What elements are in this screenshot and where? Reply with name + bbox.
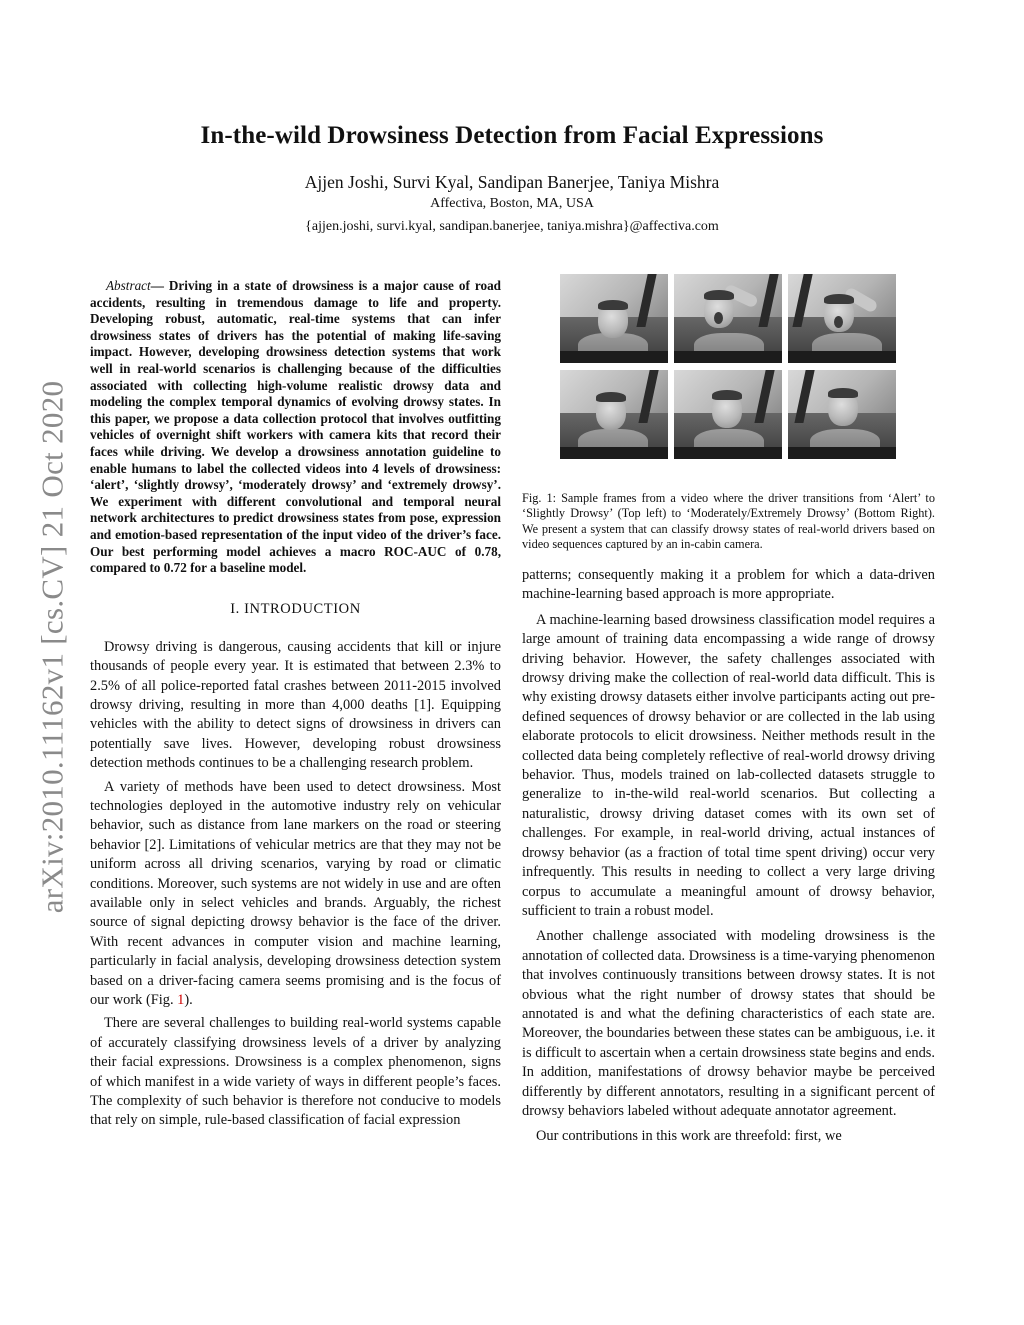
- intro-paragraph-1: Drowsy driving is dangerous, causing accidents that kill or injure thousands of people every year. It is estimated that between 2.3% to 2.5% of all police-reported fatal crashes between 2011-2015 involved drowsy driving, resulting in more than 4,000 deaths [1]. Equipping vehicles with the ability to detect signs of drowsiness in drivers can potentially save lives. However, developing robust drowsiness detection methods continues to be a challenging research problem.: [90, 638, 501, 772]
- right-paragraph-0: patterns; consequently making it a problem for which a data-driven machine-learning based approach is more appropriate.: [522, 567, 935, 603]
- arxiv-id: arXiv:2010.11162v1 [cs.CV] 21 Oct 2020: [34, 380, 69, 914]
- abstract-label: Abstract: [106, 278, 151, 293]
- arxiv-stamp: [32, 352, 72, 942]
- author-list: Ajjen Joshi, Survi Kyal, Sandipan Banerjee, Taniya Mishra: [304, 172, 720, 192]
- intro-paragraph-2: [90, 778, 501, 1011]
- right-paragraph-2: Another challenge associated with modeling drowsiness is the annotation of collected data. Drowsiness is a time-varying phenomenon that involves continuously transitions between drowsy states. It is not obvious what the right number of drowsy states that should be annotated is and what the defining characteristics of each state are. Moreover, the boundaries between these states can be ambiguous, i.e. it is difficult to ascertain when a certain drowsiness state begins and ends. In addition, manifestations of drowsy behavior maybe be perceived differently by different annotators, resulting in a significant percent of drowsy behaviors labeled without adequate annotator agreement.: [522, 928, 935, 1119]
- right-paragraph-3: Our contributions in this work are threefold: first, we: [536, 1128, 842, 1145]
- section-heading-introduction: I. INTRODUCTION: [230, 600, 361, 617]
- video-frame-2: [674, 274, 782, 363]
- figure-reference-link[interactable]: 1: [177, 992, 185, 1008]
- email-list: {ajjen.joshi, survi.kyal, sandipan.banerjee, taniya.mishra}@affectiva.com: [305, 219, 719, 234]
- abstract-dash: —: [150, 278, 164, 293]
- affiliation: Affectiva, Boston, MA, USA: [430, 196, 594, 211]
- video-frame-5: [674, 370, 782, 459]
- intro-paragraph-2-text: A variety of methods have been used to detect drowsiness. Most technologies deployed in the automotive industry rely on vehicular behavior, such as distance from lane markers on the road or steering behavior [2]. Limitations of vehicular metrics are that they may not be uniform across all driving scenarios, varying by road or climatic conditions. Moreover, such systems are not widely in use and are often available only in select vehicles and brands. Arguably, the richest source of signal depicting drowsy behavior is the face of the driver. With recent advances in computer vision and machine learning, particularly in facial analysis, developing drowsiness detection system based on a driver-facing camera seems promising and is the focus of our work (Fig.: [90, 778, 501, 1008]
- paper-title: In-the-wild Drowsiness Detection from Facial Expressions: [200, 122, 824, 149]
- figure-1-caption: Fig. 1: Sample frames from a video where the driver transitions from ‘Alert’ to ‘Slightly Drowsy’ (Top left) to ‘Moderately/Extremely Drowsy’ (Bottom Right). We present a system that can classify drowsy states of real-world drivers based on video sequences captured by an in-cabin camera.: [522, 491, 935, 552]
- video-frame-3: [788, 274, 896, 363]
- intro-paragraph-3: There are several challenges to building real-world systems capable of accurately classifying drowsiness levels of a driver by analyzing their facial expressions. Drowsiness is a complex phenomenon, signs of which manifest in a wide variety of ways in different people’s faces. The complexity of such behavior is therefore not conducive to models that rely on simple, rule-based classification of facial expression: [90, 1015, 501, 1129]
- right-column: [522, 566, 935, 1151]
- right-paragraph-1: A machine-learning based drowsiness classification model requires a large amount of training data encompassing a wide range of drowsy driving behavior. However, the safety challenges associated with drowsy driving make the collection of real-world data difficult. This is why existing drowsy datasets either involve participants acting out pre-defined sequences of drowsy behavior or are collected in the lab using elaborate protocols to elicit drowsiness. Neither methods result in the collected data being completely reflective of real-world drowsy driving behavior. Thus, models trained on lab-collected datasets struggle to generalize to in-the-wild real-world scenarios. But collecting a naturalistic, drowsy driving dataset comes with its own set of challenges. For example, in real-world driving, actual instances of drowsy behavior (as a fraction of total time spent driving) occur very infrequently. This results in needing to collect a very large driving corpus to accumulate a meaningful amount of drowsy behavior, sufficient to train a robust model.: [522, 611, 935, 919]
- left-column: [90, 278, 501, 1135]
- intro-paragraph-2-end: ).: [184, 992, 193, 1008]
- figure-1: [560, 274, 924, 459]
- video-frame-4: [560, 370, 668, 459]
- abstract-text: Driving in a state of drowsiness is a major cause of road accidents, resulting in tremendous damage to life and property. Developing robust, automatic, real-time systems that can infer drowsiness states of drivers has the potential of making life-saving impact. However, developing drowsiness detection systems that work well in real-world scenarios is challenging because of the difficulties associated with collecting high-volume realistic drowsy data and modeling the complex temporal dynamics of evolving drowsy states. In this paper, we propose a data collection protocol that involves outfitting vehicles of overnight shift workers with camera kits that record their faces while driving. We develop a drowsiness annotation guideline to enable humans to label the collected videos into 4 levels of drowsiness: ‘alert’, ‘slightly drowsy’, ‘moderately drowsy’ and ‘extremely drowsy’. We experiment with different convolutional and temporal neural network architectures to predict drowsiness states from pose, expression and emotion-based representation of the input video of the driver’s face. Our best performing model achieves a macro ROC-AUC of 0.78, compared to 0.72 for a baseline model.: [90, 278, 502, 576]
- paper-header: [0, 122, 1024, 235]
- video-frame-6: [788, 370, 896, 459]
- abstract: [90, 278, 501, 577]
- video-frame-1: [560, 274, 668, 363]
